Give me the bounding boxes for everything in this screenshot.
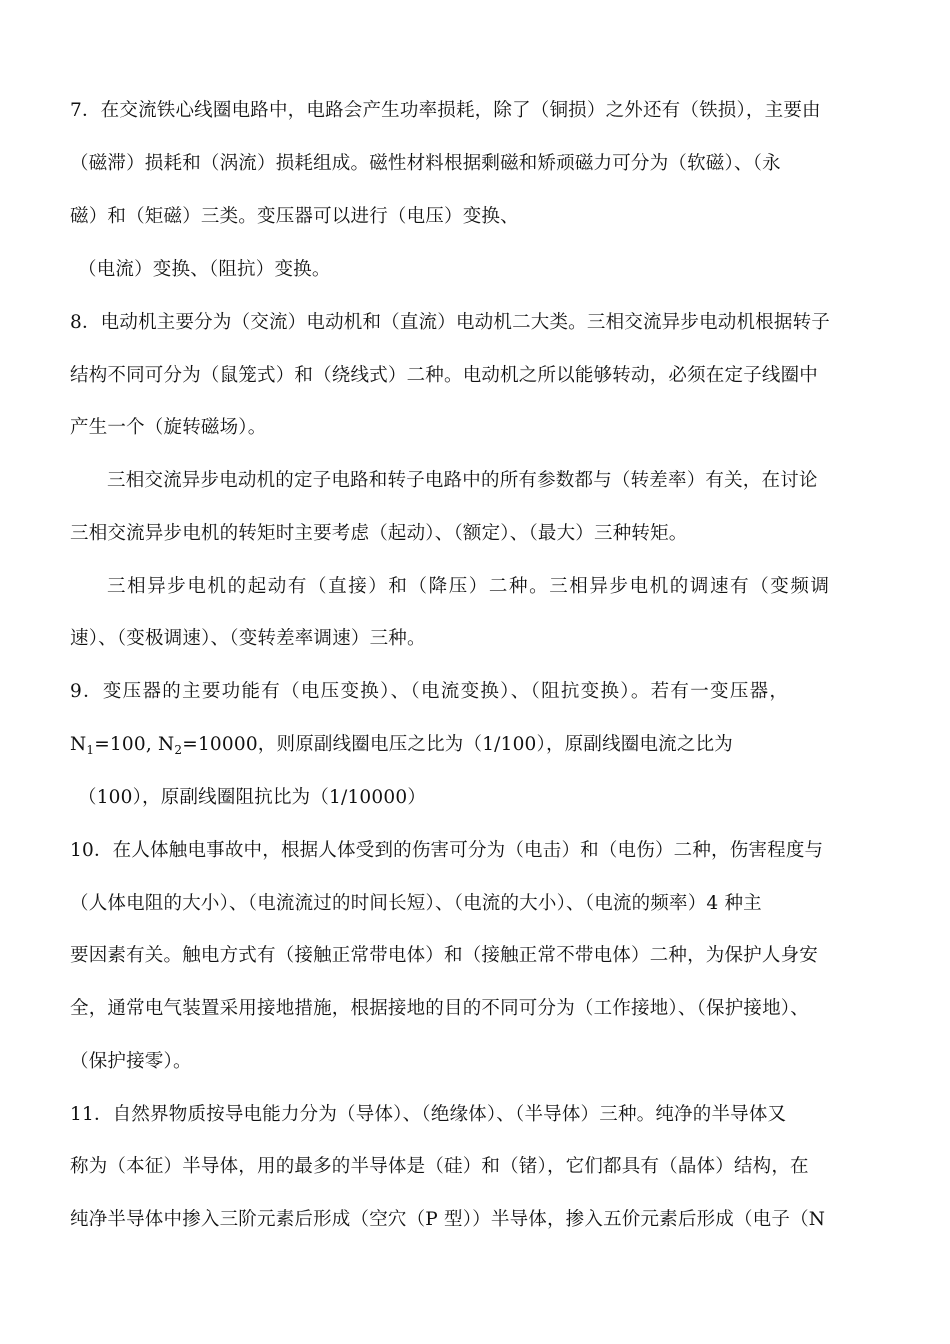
text-line: 三相异步电机的起动有（直接）和（降压）二种。三相异步电机的调速有（变频调 [107,576,831,597]
text-line: （100），原副线圈阻抗比为（1/10000） [78,787,427,808]
text-line: 8．电动机主要分为（交流）电动机和（直流）电动机二大类。三相交流异步电动机根据转子 [70,312,830,333]
ratio-text: =10000，则原副线圈电压之比为（1/100），原副线圈电流之比为 [182,734,733,755]
text-line: （保护接零）。 [70,1051,192,1072]
text-line: （磁滞）损耗和（涡流）损耗组成。磁性材料根据剩磁和矫顽磁力可分为（软磁）、（永 [70,153,781,174]
text-line: 全，通常电气装置采用接地措施，根据接地的目的不同可分为（工作接地）、（保护接地）、 [70,998,809,1019]
text-line: 要因素有关。触电方式有（接触正常带电体）和（接触正常不带电体）二种，为保护人身安 [70,945,819,966]
text-line: 结构不同可分为（鼠笼式）和（绕线式）二种。电动机之所以能够转动，必须在定子线圈中 [70,365,819,386]
text-line: （人体电阻的大小）、（电流流过的时间长短）、（电流的大小）、（电流的频率）4 种主 [70,893,762,914]
n1-subscript: 1 [86,743,95,757]
n1-symbol: N [70,734,87,755]
text-line: 10．在人体触电事故中，根据人体受到的伤害可分为（电击）和（电伤）二种，伤害程度与 [70,840,824,861]
text-line: （电流）变换、（阻抗）变换。 [78,259,331,280]
text-line: 7．在交流铁心线圈电路中，电路会产生功率损耗，除了（铜损）之外还有（铁损），主要由 [70,100,821,121]
text-line: 称为（本征）半导体，用的最多的半导体是（硅）和（锗），它们都具有（晶体）结构，在 [70,1156,809,1177]
transformer-ratio-line [70,733,733,762]
text-line: 速）、（变极调速）、（变转差率调速）三种。 [70,628,426,649]
text-line: 三相交流异步电动机的定子电路和转子电路中的所有参数都与（转差率）有关，在讨论 [107,470,818,491]
text-line: 产生一个（旋转磁场）。 [70,417,267,438]
text-line: 纯净半导体中掺入三阶元素后形成（空穴（P 型））半导体，掺入五价元素后形成（电子（N [70,1209,826,1230]
text-line: 磁）和（矩磁）三类。变压器可以进行（电压）变换、 [70,206,519,227]
text-line: 11．自然界物质按导电能力分为（导体）、（绝缘体）、（半导体）三种。纯净的半导体又 [70,1104,787,1125]
text-line: 9．变压器的主要功能有（电压变换）、（电流变换）、（阻抗变换）。若有一变压器， [70,681,790,702]
n1-value: =100, N [94,734,175,755]
text-line: 三相交流异步电机的转矩时主要考虑（起动）、（额定）、（最大）三种转矩。 [70,523,688,544]
n2-subscript: 2 [174,743,183,757]
